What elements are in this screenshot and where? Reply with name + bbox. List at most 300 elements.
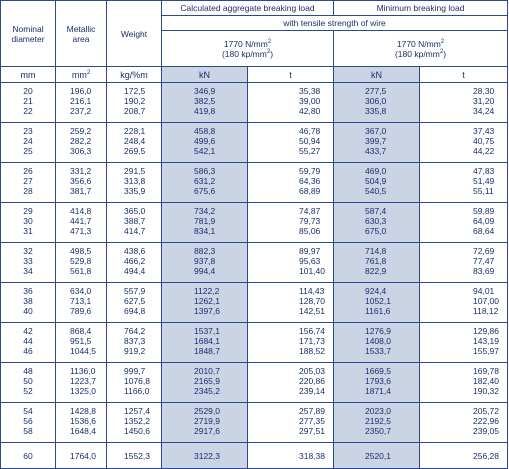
weight-label: Weight	[120, 28, 148, 39]
value-diameter: 20	[23, 86, 33, 96]
value-t-minimum: 28,30	[473, 86, 495, 96]
cell-kn-calculated	[162, 163, 248, 203]
calculated-breaking-load-label: Calculated aggregate breaking load	[180, 3, 315, 13]
value-kn-minimum: 1669,5	[365, 366, 391, 376]
value-t-calculated: 239,14	[299, 386, 325, 396]
cell-t-minimum	[420, 403, 508, 443]
value-t-minimum: 31,20	[473, 96, 495, 106]
cell-t-calculated	[248, 283, 334, 323]
value-t-minimum: 68,64	[473, 226, 495, 236]
value-area: 441,7	[70, 216, 92, 226]
value-weight: 190,2	[124, 96, 146, 106]
value-t-minimum: 239,05	[473, 426, 499, 436]
cell-area	[56, 283, 107, 323]
cell-t-calculated	[248, 163, 334, 203]
value-kn-calculated: 586,3	[194, 166, 216, 176]
value-t-minimum: 256,28	[473, 450, 499, 461]
cell-area	[56, 443, 107, 469]
cell-t-calculated	[248, 83, 334, 123]
value-diameter: 38	[23, 296, 33, 306]
unit-kn-calculated: kN	[162, 67, 248, 83]
value-kn-minimum: 1161,6	[365, 306, 391, 316]
value-kn-calculated: 2165,9	[194, 376, 220, 386]
header-weight	[107, 1, 162, 67]
value-diameter: 25	[23, 146, 33, 156]
value-t-minimum: 34,24	[473, 106, 495, 116]
cell-kn-calculated	[162, 123, 248, 163]
value-t-minimum: 94,01	[473, 286, 495, 296]
value-t-calculated: 142,51	[299, 306, 325, 316]
value-diameter: 22	[23, 106, 33, 116]
value-diameter: 50	[23, 376, 33, 386]
value-t-minimum: 205,72	[473, 406, 499, 416]
value-area: 1136,0	[70, 366, 96, 376]
value-kn-calculated: 1537,1	[194, 326, 220, 336]
value-kn-minimum: 277,5	[365, 86, 387, 96]
spec-min-kpmm-label: (180 kp/mm	[394, 48, 440, 59]
value-t-calculated: 95,63	[299, 256, 321, 266]
cell-kn-calculated	[162, 363, 248, 403]
value-t-minimum: 44,22	[473, 146, 495, 156]
value-weight: 438,6	[124, 246, 146, 256]
value-t-calculated: 74,87	[299, 206, 321, 216]
value-t-calculated: 156,74	[299, 326, 325, 336]
value-t-calculated: 50,94	[299, 136, 321, 146]
cell-kn-minimum	[334, 403, 420, 443]
cell-kn-minimum	[334, 323, 420, 363]
value-kn-minimum: 469,0	[365, 166, 387, 176]
cell-area	[56, 403, 107, 443]
cell-kn-minimum	[334, 243, 420, 283]
value-diameter: 40	[23, 306, 33, 316]
value-t-calculated: 220,86	[299, 376, 325, 386]
value-kn-calculated: 2719,9	[194, 416, 220, 426]
value-kn-minimum: 367,0	[365, 126, 387, 136]
value-diameter: 23	[23, 126, 33, 136]
value-area: 1223,7	[70, 376, 96, 386]
value-kn-calculated: 1122,2	[194, 286, 220, 296]
value-kn-calculated: 834,1	[194, 226, 216, 236]
value-kn-minimum: 2023,0	[365, 406, 391, 416]
value-area: 561,8	[70, 266, 92, 276]
cell-kn-minimum	[334, 83, 420, 123]
cell-area	[56, 323, 107, 363]
tensile-strength-label: with tensile strength of wire	[283, 18, 386, 28]
cell-weight	[107, 243, 162, 283]
metallic-area-label: Metallic area	[66, 23, 96, 44]
cell-area	[56, 163, 107, 203]
value-kn-calculated: 2917,6	[194, 426, 220, 436]
table-row-group	[1, 323, 508, 363]
value-area: 331,2	[70, 166, 92, 176]
value-diameter: 32	[23, 246, 33, 256]
table-row-group	[1, 443, 508, 469]
value-diameter: 46	[23, 346, 33, 356]
value-area: 1044,5	[70, 346, 96, 356]
cell-kn-minimum	[334, 443, 420, 469]
value-weight: 172,5	[124, 86, 146, 96]
value-kn-calculated: 1397,6	[194, 306, 220, 316]
cell-kn-minimum	[334, 163, 420, 203]
value-t-minimum: 143,19	[473, 336, 499, 346]
value-t-minimum: 77,47	[473, 256, 495, 266]
value-kn-minimum: 675,0	[365, 226, 387, 236]
cell-area	[56, 363, 107, 403]
cell-t-calculated	[248, 243, 334, 283]
value-area: 529,8	[70, 256, 92, 266]
value-weight: 414,7	[124, 226, 146, 236]
value-diameter: 48	[23, 366, 33, 376]
value-area: 259,2	[70, 126, 92, 136]
value-t-minimum: 51,49	[473, 176, 495, 186]
value-weight: 1450,6	[124, 426, 150, 436]
cell-weight	[107, 203, 162, 243]
cell-kn-calculated	[162, 403, 248, 443]
cell-t-minimum	[420, 283, 508, 323]
value-kn-calculated: 1262,1	[194, 296, 220, 306]
value-kn-minimum: 630,3	[365, 216, 387, 226]
value-kn-calculated: 882,3	[194, 246, 216, 256]
value-kn-minimum: 1793,6	[365, 376, 391, 386]
cell-diameter	[1, 283, 56, 323]
value-weight: 313,8	[124, 176, 146, 186]
value-kn-minimum: 1276,9	[365, 326, 391, 336]
spec-calc-close-paren: )	[270, 48, 274, 59]
value-weight: 291,5	[124, 166, 146, 176]
unit-area	[56, 67, 107, 83]
value-kn-minimum: 1871,4	[365, 386, 391, 396]
value-kn-minimum: 924,4	[365, 286, 387, 296]
cell-kn-minimum	[334, 283, 420, 323]
value-t-calculated: 85,06	[299, 226, 321, 236]
value-diameter: 27	[23, 176, 33, 186]
value-kn-minimum: 1408,0	[365, 336, 391, 346]
cell-t-calculated	[248, 403, 334, 443]
cell-t-minimum	[420, 363, 508, 403]
value-t-calculated: 101,40	[299, 266, 325, 276]
table-row-group	[1, 163, 508, 203]
value-kn-calculated: 3122,3	[194, 450, 220, 461]
value-kn-minimum: 2192,5	[365, 416, 391, 426]
spec-calc-nmm-label: 1770 N/mm	[223, 38, 268, 49]
table-row-group	[1, 283, 508, 323]
cell-kn-minimum	[334, 363, 420, 403]
value-t-minimum: 129,86	[473, 326, 499, 336]
value-t-calculated: 42,80	[299, 106, 321, 116]
cell-diameter	[1, 243, 56, 283]
cell-t-minimum	[420, 323, 508, 363]
value-kn-calculated: 458,8	[194, 126, 216, 136]
value-weight: 269,5	[124, 146, 146, 156]
value-kn-calculated: 994,4	[194, 266, 216, 276]
value-weight: 208,7	[124, 106, 146, 116]
unit-area-sup: 2	[86, 69, 91, 76]
value-area: 789,6	[70, 306, 92, 316]
value-kn-calculated: 499,6	[194, 136, 216, 146]
value-kn-calculated: 675,6	[194, 186, 216, 196]
cell-t-minimum	[420, 123, 508, 163]
value-t-calculated: 79,73	[299, 216, 321, 226]
value-t-minimum: 155,97	[473, 346, 499, 356]
value-area: 1764,0	[70, 450, 96, 461]
value-t-minimum: 169,78	[473, 366, 499, 376]
value-diameter: 60	[23, 450, 33, 461]
value-t-calculated: 257,89	[299, 406, 325, 416]
unit-kn-minimum: kN	[334, 67, 420, 83]
value-t-calculated: 68,89	[299, 186, 321, 196]
value-area: 237,2	[70, 106, 92, 116]
unit-area-label: mm	[71, 69, 87, 80]
value-weight: 365,0	[124, 206, 146, 216]
cell-weight	[107, 403, 162, 443]
cell-diameter	[1, 363, 56, 403]
value-diameter: 24	[23, 136, 33, 146]
cell-t-calculated	[248, 203, 334, 243]
value-area: 498,5	[70, 246, 92, 256]
cell-kn-calculated	[162, 443, 248, 469]
table-row-group	[1, 363, 508, 403]
spec-min-nmm-label: 1770 N/mm	[396, 38, 441, 49]
value-diameter: 54	[23, 406, 33, 416]
value-area: 282,2	[70, 136, 92, 146]
minimum-breaking-load-label: Minimum breaking load	[376, 3, 465, 13]
value-t-minimum: 47,83	[473, 166, 495, 176]
cell-diameter	[1, 123, 56, 163]
value-kn-calculated: 346,9	[194, 86, 216, 96]
value-weight: 388,7	[124, 216, 146, 226]
value-diameter: 33	[23, 256, 33, 266]
value-kn-calculated: 542,1	[194, 146, 216, 156]
header-nominal-diameter	[1, 1, 56, 67]
value-area: 951,5	[70, 336, 92, 346]
value-t-calculated: 39,00	[299, 96, 321, 106]
value-kn-calculated: 2010,7	[194, 366, 220, 376]
value-weight: 1352,2	[124, 416, 150, 426]
value-t-minimum: 182,40	[473, 376, 499, 386]
table-row-group	[1, 243, 508, 283]
value-weight: 999,7	[124, 366, 146, 376]
nominal-diameter-label: Nominal diameter	[11, 23, 45, 44]
value-t-minimum: 190,32	[473, 386, 499, 396]
cell-t-minimum	[420, 203, 508, 243]
unit-weight: kg/%m	[107, 67, 162, 83]
cell-weight	[107, 283, 162, 323]
value-t-calculated: 171,73	[299, 336, 325, 346]
value-t-minimum: 59,89	[473, 206, 495, 216]
value-weight: 557,9	[124, 286, 146, 296]
value-kn-minimum: 2350,7	[365, 426, 391, 436]
value-diameter: 31	[23, 226, 33, 236]
value-weight: 335,9	[124, 186, 146, 196]
header-minimum-breaking-load	[334, 1, 508, 16]
unit-mm: mm	[1, 67, 56, 83]
value-t-calculated: 128,70	[299, 296, 325, 306]
value-kn-minimum: 306,0	[365, 96, 387, 106]
value-t-minimum: 37,43	[473, 126, 495, 136]
spec-min-close-paren: )	[443, 48, 447, 59]
spec-calc-kpmm-label: (180 kp/mm	[221, 48, 267, 59]
value-t-calculated: 277,35	[299, 416, 325, 426]
value-weight: 837,3	[124, 336, 146, 346]
value-weight: 919,2	[124, 346, 146, 356]
cell-t-calculated	[248, 323, 334, 363]
value-kn-minimum: 1052,1	[365, 296, 391, 306]
value-diameter: 28	[23, 186, 33, 196]
value-kn-minimum: 714,8	[365, 246, 387, 256]
cell-area	[56, 243, 107, 283]
value-t-calculated: 64,36	[299, 176, 321, 186]
value-t-minimum: 55,11	[473, 186, 494, 196]
value-area: 196,0	[70, 86, 92, 96]
table-body	[1, 83, 508, 469]
value-kn-calculated: 1848,7	[194, 346, 220, 356]
value-area: 381,7	[70, 186, 92, 196]
value-kn-minimum: 822,9	[365, 266, 387, 276]
value-weight: 1257,4	[124, 406, 150, 416]
value-weight: 1166,0	[124, 386, 150, 396]
value-kn-calculated: 382,5	[194, 96, 216, 106]
cell-weight	[107, 323, 162, 363]
header-calculated-breaking-load	[162, 1, 334, 16]
value-area: 356,6	[70, 176, 92, 186]
value-weight: 248,4	[124, 136, 146, 146]
cell-diameter	[1, 403, 56, 443]
cell-weight	[107, 83, 162, 123]
value-area: 634,0	[70, 286, 92, 296]
cell-area	[56, 83, 107, 123]
value-kn-minimum: 761,8	[365, 256, 387, 266]
cell-diameter	[1, 163, 56, 203]
table-row-group	[1, 123, 508, 163]
unit-t-minimum: t	[420, 67, 508, 83]
value-t-calculated: 55,27	[299, 146, 321, 156]
value-kn-calculated: 419,8	[194, 106, 216, 116]
value-weight: 1076,8	[124, 376, 150, 386]
value-t-minimum: 64,09	[473, 216, 495, 226]
spec-calc-kpmm-sup: 2	[266, 48, 271, 55]
value-weight: 694,8	[124, 306, 146, 316]
value-area: 471,3	[70, 226, 92, 236]
value-t-calculated: 297,51	[299, 426, 325, 436]
value-area: 414,8	[70, 206, 92, 216]
cell-kn-calculated	[162, 283, 248, 323]
value-t-calculated: 89,97	[299, 246, 321, 256]
value-kn-minimum: 399,7	[365, 136, 387, 146]
cell-kn-minimum	[334, 123, 420, 163]
value-area: 1325,0	[70, 386, 96, 396]
cell-diameter	[1, 443, 56, 469]
value-kn-calculated: 781,9	[194, 216, 216, 226]
value-weight: 764,2	[124, 326, 146, 336]
cell-t-minimum	[420, 243, 508, 283]
cell-area	[56, 123, 107, 163]
value-kn-minimum: 335,8	[365, 106, 387, 116]
header-spec-calculated	[162, 31, 334, 67]
cell-weight	[107, 363, 162, 403]
value-kn-calculated: 2345,2	[194, 386, 220, 396]
value-t-calculated: 35,38	[299, 86, 321, 96]
value-weight: 228,1	[124, 126, 146, 136]
value-kn-minimum: 1533,7	[365, 346, 391, 356]
cell-t-calculated	[248, 443, 334, 469]
value-kn-calculated: 734,2	[194, 206, 216, 216]
value-diameter: 29	[23, 206, 33, 216]
value-diameter: 21	[23, 96, 33, 106]
units-row	[1, 67, 508, 83]
unit-t-calculated: t	[248, 67, 334, 83]
cell-weight	[107, 443, 162, 469]
value-t-calculated: 114,43	[299, 286, 325, 296]
table-row-group	[1, 403, 508, 443]
header-metallic-area	[56, 1, 107, 67]
value-diameter: 44	[23, 336, 33, 346]
value-t-calculated: 59,79	[299, 166, 321, 176]
cell-diameter	[1, 83, 56, 123]
cell-kn-calculated	[162, 203, 248, 243]
cell-kn-calculated	[162, 323, 248, 363]
value-t-minimum: 72,69	[473, 246, 495, 256]
value-kn-minimum: 2520,1	[365, 450, 391, 461]
cell-weight	[107, 163, 162, 203]
value-kn-calculated: 1684,1	[194, 336, 220, 346]
value-diameter: 58	[23, 426, 33, 436]
value-diameter: 52	[23, 386, 33, 396]
value-t-minimum: 118,12	[473, 306, 499, 316]
cell-t-minimum	[420, 443, 508, 469]
value-weight: 494,4	[124, 266, 146, 276]
table-row-group	[1, 203, 508, 243]
value-weight: 627,5	[124, 296, 146, 306]
value-area: 1536,6	[70, 416, 96, 426]
value-kn-minimum: 504,9	[365, 176, 387, 186]
value-t-minimum: 222,96	[473, 416, 499, 426]
value-kn-minimum: 587,4	[365, 206, 387, 216]
header-spec-minimum	[334, 31, 508, 67]
value-t-minimum: 83,69	[473, 266, 495, 276]
cell-weight	[107, 123, 162, 163]
value-t-calculated: 188,52	[299, 346, 325, 356]
value-weight: 1552,3	[124, 450, 150, 461]
cell-t-calculated	[248, 123, 334, 163]
value-area: 216,1	[70, 96, 92, 106]
cell-kn-calculated	[162, 243, 248, 283]
value-diameter: 36	[23, 286, 33, 296]
value-weight: 466,2	[124, 256, 146, 266]
cell-kn-calculated	[162, 83, 248, 123]
header-tensile-strength	[162, 16, 508, 31]
value-kn-calculated: 2529,0	[194, 406, 220, 416]
cell-kn-minimum	[334, 203, 420, 243]
value-kn-calculated: 937,8	[194, 256, 216, 266]
value-diameter: 34	[23, 266, 33, 276]
value-area: 306,3	[70, 146, 92, 156]
value-t-minimum: 40,75	[473, 136, 495, 146]
value-area: 713,1	[70, 296, 92, 306]
spec-min-nmm-sup: 2	[440, 38, 445, 45]
value-area: 868,4	[70, 326, 92, 336]
value-t-minimum: 107,00	[473, 296, 499, 306]
cell-t-minimum	[420, 163, 508, 203]
value-kn-minimum: 540,5	[365, 186, 387, 196]
value-t-calculated: 205,03	[299, 366, 325, 376]
value-t-calculated: 46,78	[299, 126, 321, 136]
cell-area	[56, 203, 107, 243]
value-diameter: 26	[23, 166, 33, 176]
value-area: 1428,8	[70, 406, 96, 416]
value-kn-minimum: 433,7	[365, 146, 387, 156]
cell-t-minimum	[420, 83, 508, 123]
table-row-group	[1, 83, 508, 123]
